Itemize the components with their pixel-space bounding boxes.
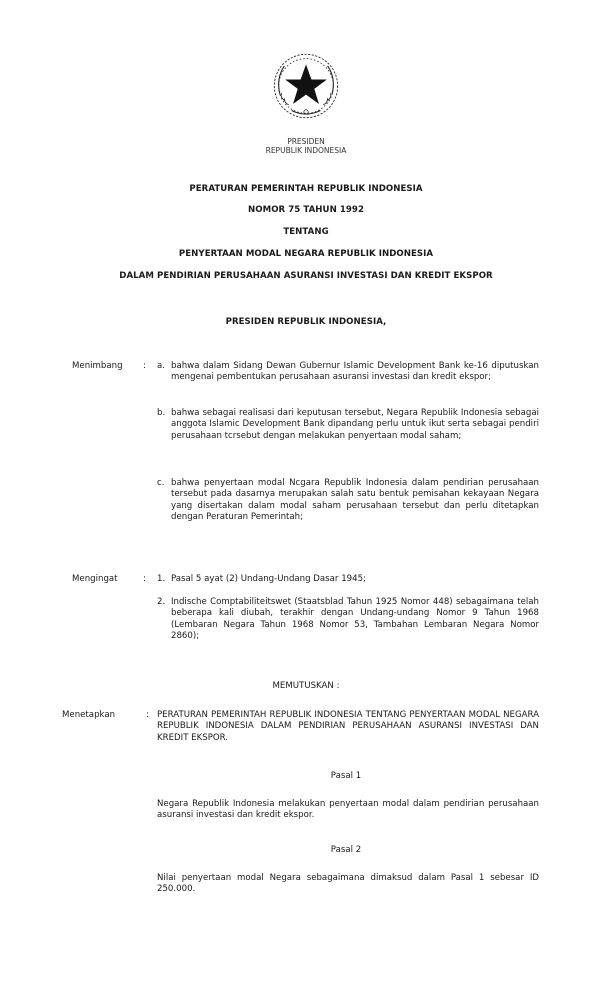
mengingat-item-2: Indische Comptabiliteitswet (Staatsblad Tahun 1925 Nomor 448) sebagaimana telah beberapa kali diubah, terakhir dengan Undang-undang Nomor 9 Tahun 1968 (Lembaran Negara Tahun 1968 Nomor 53, Tambahan Lembaran Negara Nomor 2860);: [171, 597, 539, 642]
menimbang-colon: :: [143, 361, 146, 371]
menimbang-marker-c: c.: [157, 478, 165, 488]
mengingat-item-1: Pasal 5 ayat (2) Undang-Undang Dasar 1945;: [171, 574, 366, 584]
presidential-seal-icon: [270, 50, 342, 122]
memutuskan-heading: MEMUTUSKAN :: [272, 681, 340, 691]
emblem-caption-president: PRESIDEN: [287, 137, 325, 146]
pasal-1-title: Pasal 1: [330, 771, 362, 781]
mengingat-label: Mengingat: [72, 574, 118, 584]
title-subject-1: PENYERTAAN MODAL NEGARA REPUBLIK INDONESIA: [178, 249, 434, 259]
mengingat-colon: :: [143, 574, 146, 584]
menetapkan-text: PERATURAN PEMERINTAH REPUBLIK INDONESIA TENTANG PENYERTAAN MODAL NEGARA REPUBLIK INDONESIA DALAM PENDIRIAN PERUSAHAAN ASURANSI INVESTASI DAN KREDIT EKSPOR.: [157, 710, 539, 743]
menimbang-label: Menimbang: [72, 361, 123, 371]
menimbang-marker-b: b.: [157, 408, 166, 418]
menimbang-marker-a: a.: [157, 361, 165, 371]
pasal-2-title: Pasal 2: [330, 845, 362, 855]
mengingat-marker-1: 1.: [157, 574, 166, 584]
preamble-heading: PRESIDEN REPUBLIK INDONESIA,: [225, 317, 387, 327]
pasal-1-text: Negara Republik Indonesia melakukan penyertaan modal dalam pendirian perusahaan asuransi investasi dan kredit ekspor.: [157, 799, 539, 821]
menimbang-item-c: bahwa penyertaan modal Ncgara Republik Indonesia dalam pendirian perusahaan tersebut pada dasarnya merupakan salah satu bentuk pemisahan kekayaan Negara yang disertakan dalam modal saham perusahaan tersebut dan perlu ditetapkan dengan Peraturan Pemerintah;: [171, 478, 539, 523]
title-number: NOMOR 75 TAHUN 1992: [248, 205, 364, 215]
title-tentang: TENTANG: [283, 227, 329, 237]
title-subject-2: DALAM PENDIRIAN PERUSAHAAN ASURANSI INVESTASI DAN KREDIT EKSPOR: [119, 271, 493, 281]
emblem-caption-republic: REPUBLIK INDONESIA: [265, 146, 347, 155]
menimbang-item-a: bahwa dalam Sidang Dewan Gubernur Islamic Development Bank ke-16 diputuskan mengenai pembentukan perusahaan asuransi investasi dan kredit ekspor;: [171, 361, 539, 383]
menetapkan-label: Menetapkan: [62, 710, 116, 720]
pasal-2-text: Nilai penyertaan modal Negara sebagaimana dimaksud dalam Pasal 1 sebesar ID 250.000.: [157, 873, 539, 895]
menimbang-item-b: bahwa sebagai realisasi dari keputusan tersebut, Negara Republik Indonesia sebagai anggota Islamic Development Bank dipandang perlu untuk ikut serta sebagai pendiri perusahaan tcrsebut dengan melakukan penyertaan modal saham;: [171, 408, 539, 441]
menetapkan-colon: :: [146, 710, 149, 720]
mengingat-marker-2: 2.: [157, 597, 166, 607]
title-regulation: PERATURAN PEMERINTAH REPUBLIK INDONESIA: [189, 184, 423, 194]
